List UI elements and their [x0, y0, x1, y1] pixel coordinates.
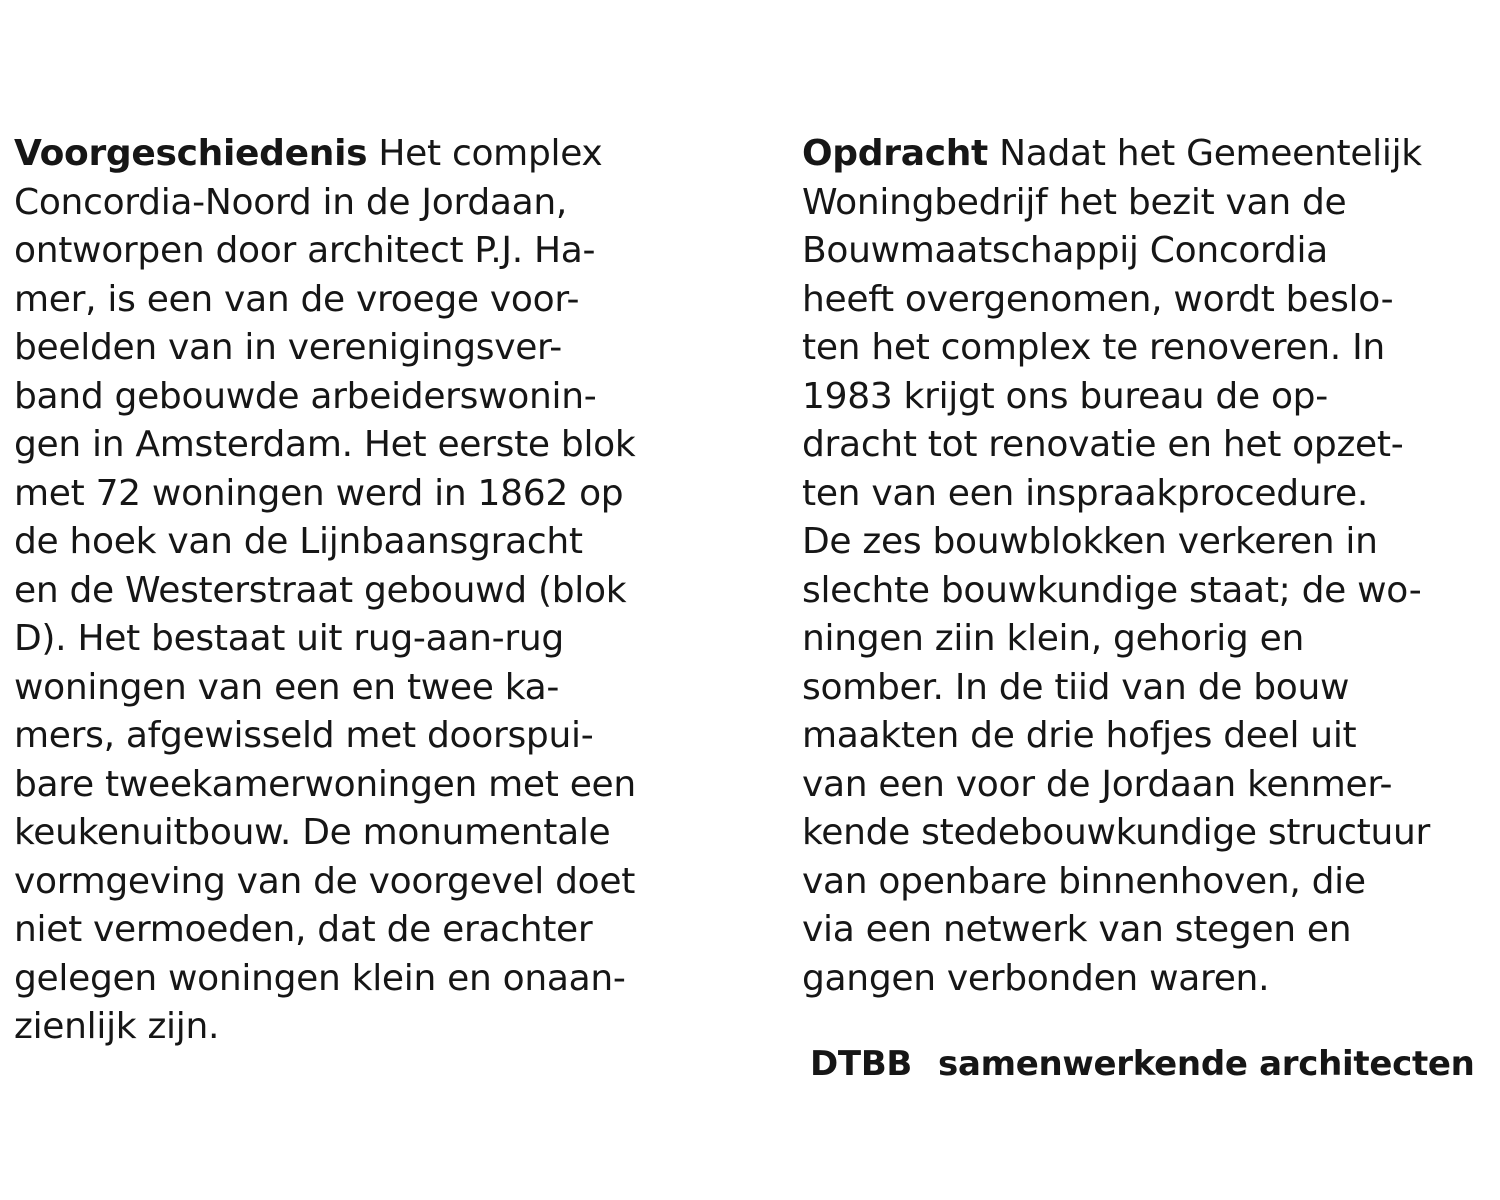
right-column — [802, 130, 1497, 1003]
right-text-line: van openbare binnenhoven, die — [802, 860, 1366, 902]
left-text-line: Het complex — [367, 133, 603, 174]
right-text-line: maakten de drie hofjes deel uit — [802, 715, 1357, 756]
left-text-line: de hoek van de Lijnbaansgracht — [14, 521, 583, 562]
right-text-line: Nadat het Gemeentelijk — [987, 133, 1422, 174]
right-text-line: De zes bouwblokken verkeren in — [802, 521, 1378, 562]
left-text-line: Concordia-Noord in de Jordaan, — [14, 181, 568, 223]
right-text-line: heeft overgenomen, wordt beslo- — [802, 278, 1394, 320]
right-text-line: ningen ziin klein, gehorig en — [802, 618, 1304, 659]
right-text-line: ten het complex te renoveren. In — [802, 327, 1385, 368]
signature — [810, 1040, 1475, 1088]
left-heading: Voorgeschiedenis — [14, 133, 368, 174]
signature-firm: DTBB — [810, 1044, 913, 1084]
left-text-line: met 72 woningen werd in 1862 op — [14, 472, 624, 514]
left-text-line: gelegen woningen klein en onaan- — [14, 957, 626, 999]
right-text-line: via een netwerk van stegen en — [802, 909, 1352, 950]
right-text-line: 1983 krijgt ons bureau de op- — [802, 375, 1328, 417]
left-text-line: band gebouwde arbeiderswonin- — [14, 375, 597, 417]
left-column — [14, 130, 734, 1052]
left-text-line: mer, is een van de vroege voor- — [14, 278, 580, 320]
right-text-line: somber. In de tiid van de bouw — [802, 666, 1350, 708]
left-text-line: zienlijk zijn. — [14, 1006, 220, 1047]
left-first-line — [14, 130, 734, 179]
right-text-line: slechte bouwkundige staat; de wo- — [802, 569, 1422, 611]
right-heading: Opdracht — [802, 133, 988, 174]
signature-tagline: samenwerkende architecten — [938, 1044, 1475, 1084]
left-text-line: D). Het bestaat uit rug-aan-rug — [14, 618, 564, 659]
right-text-line: gangen verbonden waren. — [802, 957, 1270, 999]
left-text-line: mers, afgewisseld met doorspui- — [14, 715, 594, 756]
right-text-line: ten van een inspraakprocedure. — [802, 472, 1368, 514]
left-text-line: keukenuitbouw. De monumentale — [14, 812, 611, 853]
left-text-line: bare tweekamerwoningen met een — [14, 763, 636, 805]
left-text-line: vormgeving van de voorgevel doet — [14, 860, 636, 902]
left-text-line: beelden van in verenigingsver- — [14, 327, 562, 368]
right-first-line — [802, 130, 1497, 179]
left-text-line: gen in Amsterdam. Het eerste blok — [14, 424, 636, 465]
left-text-line: ontworpen door architect P.J. Ha- — [14, 230, 596, 271]
right-text-line: dracht tot renovatie en het opzet- — [802, 424, 1404, 465]
right-text-line: van een voor de Jordaan kenmer- — [802, 763, 1393, 805]
right-text-line: Woningbedrijf het bezit van de — [802, 181, 1347, 223]
left-text-line: en de Westerstraat gebouwd (blok — [14, 569, 627, 611]
left-text-line: niet vermoeden, dat de erachter — [14, 909, 593, 950]
right-text-line: kende stedebouwkundige structuur — [802, 812, 1431, 853]
left-text-line: woningen van een en twee ka- — [14, 666, 560, 708]
right-text-line: Bouwmaatschappij Concordia — [802, 230, 1328, 271]
